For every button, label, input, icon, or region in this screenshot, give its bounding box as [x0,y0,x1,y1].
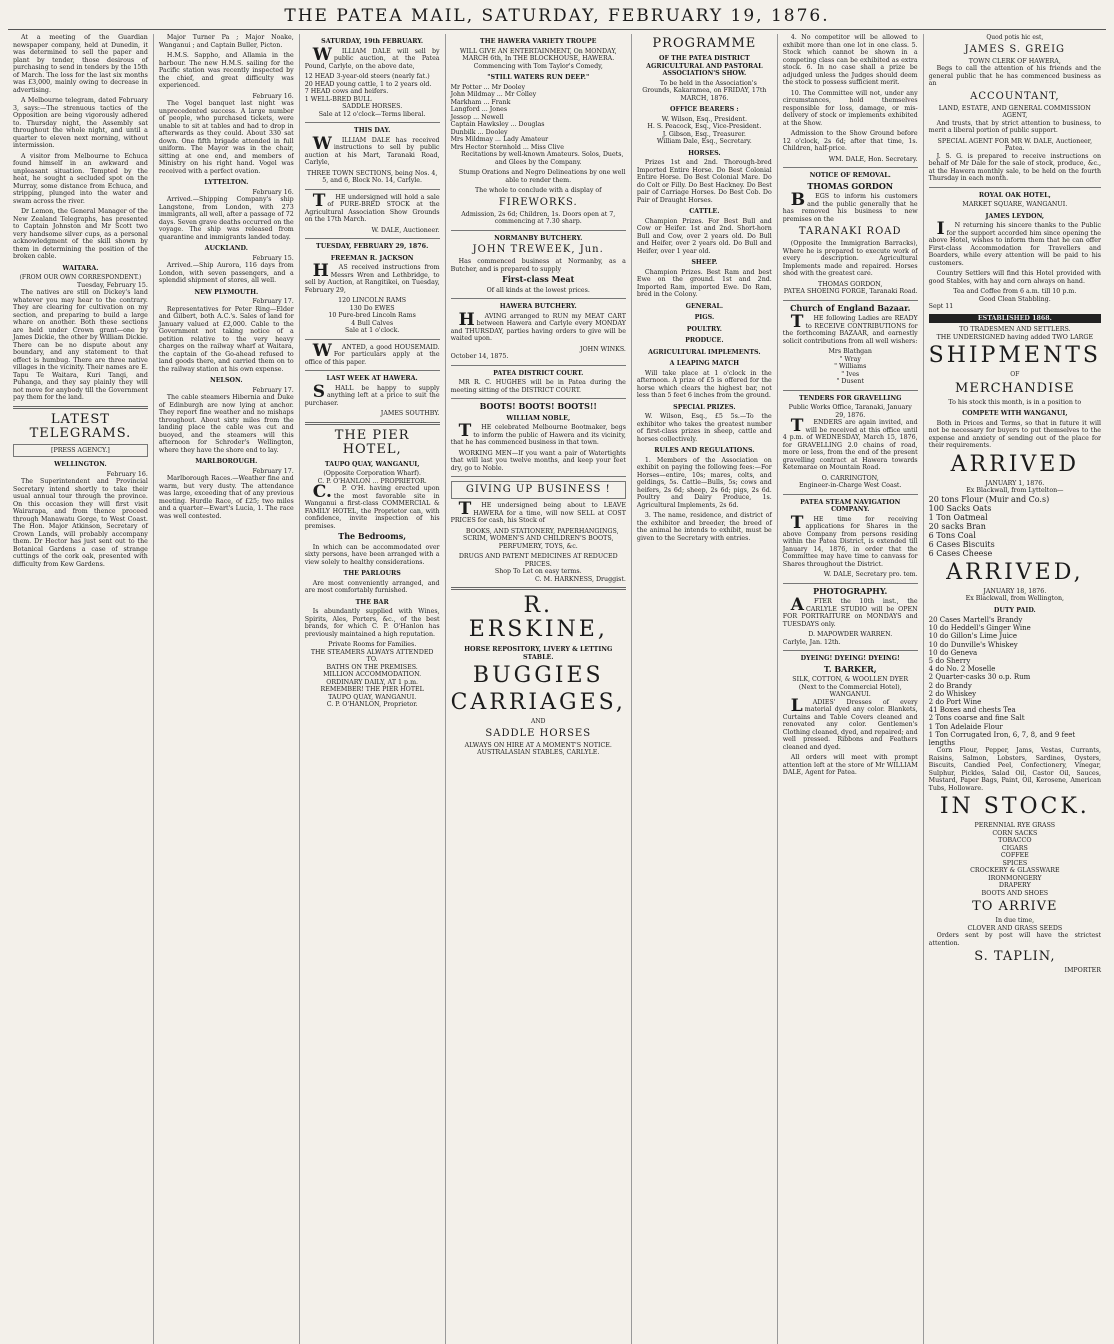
stock-list [929,822,1101,897]
ad-subtext: OF [1010,371,1020,378]
press-agency-label: [PRESS AGENCY.] [13,444,148,458]
ad-text: 10. The Committee will not, under any circumstances, hold themselves responsible for loss, damage, or mis-delivery of stock or implements exhibited at the Show. [782,89,918,127]
ad-subtext: SILK, COTTON, & WOOLLEN DYER (Next to the Commercial Hotel), WANGANUI. [792,676,909,698]
ad-text: WILLIAM DALE has received instructions to sell by public auction at his Mart, Taranaki Road, Carlyle, [304,133,440,166]
divider [305,189,440,190]
list-item: 20 HEAD young cattle, 1 to 2 years old. [304,80,432,88]
section-heading: SPECIAL PRIZES. [673,403,736,411]
column-4 [446,34,632,1344]
news-paragraph: Arrived.—Ship Aurora, 116 days from London, with seven passengers, and a splendid shipment of stores, all well. [158,262,294,284]
section-heading: LYTTELTON. [204,179,249,186]
ad-text: AUSTRALASIAN STABLES, CARLYLE. [477,749,600,756]
ad-signature: D. MAPOWDER WARREN. [808,631,893,638]
ad-subtext: In due time, [995,917,1035,925]
news-paragraph: At a meeting of the Guardian newspaper company, held at Dunedin, it was determined to sell the paper and plant by tender, those desirous of purchasing to send in tenders by the 15th of March. The loss for the last six months was £3,000, mainly owing to decrease in advertising. [13,34,148,94]
list-item: 120 LINCOLN RAMS [338,297,407,304]
section-heading: SHEEP. [691,259,718,266]
ad-text: THE time for receiving applications for Shares in the above Company from persons residing within the Patea District, is extended till January 14, 1876, in order that the Committee may have time to canvass for Shares throughout the District. [782,512,918,568]
ad-list [305,73,440,111]
list-item: Captain Hawksley ... Douglas [450,121,545,128]
ad-text: C.P. O'H. having erected upon the most favorable site in Wanganui a first-class COMMERCIAL & FAMILY HOTEL, the Proprietor can, with confidence, invite inspection of his premises. [304,482,440,530]
divider [305,238,440,239]
list-item: 2 do Whiskey [928,689,977,698]
section-heading: RULES AND REGULATIONS. [654,447,755,454]
ad-text: Prizes 1st and 2nd. Thorough-bred Imported Entire Horse. Do Best Colonial Entire Horse. Do Best Colonial Mare. Do do Colt or Filly. Do Best Hackney. Do Best pair of Carriage Horses. Do Best Cob. Do Pair of Draught Horses. [636,159,772,204]
divider [305,339,440,340]
ad-heading: DYEING! DYEING! DYEING! [800,655,900,662]
dateline: Tuesday, February 15. [76,281,148,289]
ad-heading: ARRIVED, [946,559,1084,585]
divider [451,398,626,399]
ad-text: WANTED, a good HOUSEMAID. For particulars apply at the office of this paper. [304,340,440,366]
ad-text: Begs to call the attention of his friends and the general public that he has commenced business as an [928,65,1101,87]
column-5 [632,34,778,1344]
news-paragraph: The natives are still on Dickey's land whatever you may hear to the contrary. They are clearing for cultivation on my section, and preparing to build a large whare on another. Both these sections are held under Crown grant—one by James Dickie, the other by William Dickie. There can be no dispute about any boundary, and any statement to that effect is humbug. There are three native villages in the vicinity. Their names are E. Tapu Te Waitara, Kuri Tangi, and Puhanga, and they say plainly they will not move for anybody till the Government pay them for the land. [13,289,148,401]
section-heading: HORSES. [688,149,721,157]
list-item: Mr Potter ... Mr Dooley [450,83,526,91]
play-title: "STILL WATERS RUN DEEP." [487,74,590,81]
ad-heading: SADDLE HORSES [485,727,592,739]
ad-date: JANUARY 1, 1876. [985,479,1045,487]
arrivals-list [929,495,1101,558]
ad-text: THE following Ladies are READY to RECEIVE CONTRIBUTIONS for the forthcoming BAZAAR, and earnestly solicit contributions from all well wishers: [782,312,918,345]
list-item: 20 sacks Bran [928,521,986,531]
ad-subtext: TO TRADESMEN AND SETTLERS. [959,326,1071,333]
list-item: CORN SACKS [992,829,1038,837]
ad-line: ORDINARY DAILY, AT 1 p.m. [326,678,419,686]
list-item: 20 Cases Martell's Brandy [928,616,1023,624]
section-heading: GENERAL. [685,302,724,310]
ad-heading: THE HAWERA VARIETY TROUPE [480,38,597,45]
ad-subtext: Commencing with Tom Taylor's Comedy, [473,62,603,70]
news-paragraph: Representatives for Peter Ring—Elder and Gilbert, both A.C.'s. Sales of land for January valued at £2,000. Cable to the Government not taking notice of a petition relative to the very heavy charges on the railway wharf at Waitara, the captain of the Go-ahead refused to land goods there, and carried them on to the railway station at his own expense. [158,305,294,373]
ad-text: THE celebrated Melbourne Bootmaker, begs to inform the public of Hawera and its vicinity, that he has commenced business in that town. [450,421,626,446]
list-item: 12 HEAD 3-year-old steers (nearly fat.) [304,73,430,80]
hotel-address: TAUPO QUAY, WANGANUI, [324,460,420,468]
ad-text: AFTER the 10th inst., the CARLYLE STUDIO will be OPEN FOR PORTRAITURE on MONDAYS and TUESDAYS only. [782,595,918,628]
dateline: February 16. [252,92,294,100]
ad-text: Orders sent by post will have the strictest attention. [928,932,1101,947]
list-item: Mrs Mildmay ... Lady Amateur [450,136,549,143]
list-item: 4 Bull Calves [351,319,394,327]
ad-footer: Sale at 12 o'clock—Terms liberal. [318,110,426,118]
ad-line: Private Rooms for Families. [328,641,417,648]
news-paragraph: Arrived.—Shipping Company's ship Langstone, from London, with 273 immigrants, all well, after a passage of 72 days. Seven grave deaths occurred on the voyage. The ship was released from quarantine and immigrants landed today. [158,196,294,241]
divider [929,187,1101,188]
ad-text: IN returning his sincere thanks to the Public for the support accorded him since opening the above Hotel, wishes to inform them that he can offer First-class Accommodation for Travellers and Boarders, while every attention will be paid to his customers. [928,219,1101,267]
news-paragraph: The Superintendent and Provincial Secretary intend shortly to take their usual annual tour through the province. On this occasion they will first visit Wairarapa, and from thence proceed through Manawatu Gorge, to West Coast. The Hon. Major Atkinson, Secretary of Crown Lands, will probably accompany them. Dr Hector has just sent out to the Botanical Gardens a case of strange cuttings of the cork oak, presented with difficulty from Kew Gardens. [13,478,148,568]
list-item: IRONMONGERY [988,874,1042,882]
list-item: SPICES [1002,859,1028,867]
list-item: 100 Sacks Oats [928,503,992,513]
list-item: 5 do Sherry [928,657,971,666]
dateline: February 15. [252,254,294,262]
divider [305,122,440,123]
ad-text: Will take place at 1 o'clock in the afternoon. A prize of £5 is offered for the horse which clears the highest bar, not less than 5 feet 6 inches from the ground. [636,369,772,399]
ad-text: CLOVER AND GRASS SEEDS [967,924,1063,932]
list-item: CIGARS [1001,844,1028,852]
hotel-address: MARKET SQUARE, WANGANUI. [962,201,1068,208]
news-paragraph: Major Turner Pa ; Major Noake, Wanganui ; and Captain Buller, Picton. [158,34,294,49]
divider [783,300,918,301]
section-heading: WELLINGTON. [54,461,107,468]
ad-name: R. ERSKINE, [468,593,608,642]
divider [305,370,440,371]
ad-text: SHALL be happy to supply anything left at a price to suit the purchaser. [304,381,440,407]
list-item: 41 Boxes and chests Tea [928,706,1016,715]
ad-heading: PROGRAMME [652,36,757,51]
list-item: 10 do Dunville's Whiskey [928,640,1018,649]
list-item: 20 tons Flour (Muir and Co.s) [928,494,1050,504]
list-item: Dunbilk ... Dooley [450,128,508,136]
list-item: Mrs Blathgan [828,348,872,355]
ad-subtext: OF THE PATEA DISTRICT AGRICULTURAL AND PASTORAL ASSOCIATION'S SHOW. [646,55,763,77]
news-paragraph: Dr Lemon, the General Manager of the New Zealand Telegraphs, has presented to Captain Johnston and Mr Scott two very handsome silver cups, as a personal acknowledgment of the skill shown by them in determining the position of the broken cable. [13,208,148,260]
ad-heading: MERCHANDISE [955,380,1075,396]
ad-signature: C. M. HARKNESS, Druggist. [535,575,626,583]
section-heading: LATEST TELEGRAMS. [29,411,132,441]
list-item: BOOTS AND SHOES [981,889,1049,897]
section-heading: PRODUCE. [685,337,724,344]
list-item: H. S. Peacock, Esq., Vice-President. [647,123,762,130]
section-heading: CATTLE. [689,208,720,215]
ad-text: To his stock this month, is in a position to [948,398,1082,406]
ad-text: Champion Prizes. Best Ram and best Ewe on the ground. 1st and 2nd. Imported Ram, imported Ewe. Do Ram, bred in the Colony. [636,268,772,298]
ad-text: In which can be accommodated over sixty persons, have been arranged with a view solely to healthy considerations. [304,543,440,566]
dateline: February 16. [252,188,294,196]
list-item: 1 Ton Adelaide Flour [928,722,1003,731]
divider [783,167,918,168]
ad-text: The whole to conclude with a display of [474,187,602,194]
ad-subtext: Ex Blackwall, from Lyttelton— [966,487,1064,494]
ad-heading: TENDERS FOR GRAVELLING [798,394,902,402]
ad-text: BOOKS, AND STATIONERY, PAPERHANGINGS, SCRIM, WOMEN'S AND CHILDREN'S BOOTS, PERFUMERY, TOYS, &c. [463,527,619,550]
ad-text: (Opposite the Immigration Barracks), Where he is prepared to execute work of every description. Agricultural Implements made and repaired. Horses shod with the greatest care. [782,240,918,277]
section-heading: PIGS. [694,314,715,321]
ad-line: MILLION ACCOMMODATION. [323,671,422,678]
ad-line: REMEMBER! THE PIER HOTEL [320,686,424,693]
news-paragraph: A Melbourne telegram, dated February 3, says:—The strenuous tactics of the Opposition are being vigorously adhered to. Thursday night, the Assembly sat throughout the whole night, and until a quarter to eleven next morning, without intermission. [13,97,148,149]
ad-text: Are most conveniently arranged, and are most comfortably furnished. [304,579,440,594]
ad-text: 3. The name, residence, and district of the exhibitor and breeder, the breed of the animal he intends to exhibit, must be given to the Secretary with entries. [636,512,772,542]
list-item: DRAPERY [998,882,1031,890]
ad-heading: PHOTOGRAPHY. [813,585,888,596]
news-paragraph: A visitor from Melbourne to Echuca found himself in an awkward and unpleasant situation. Tempted by the heat, he sought a secluded spot on the Murray, some distance from Echuca, and stripping, plunged into the water and swam across the river. [13,152,148,205]
ad-line: SPECIAL AGENT FOR MR W. DALE, Auctioneer, Patea. [937,137,1093,152]
divider [451,298,626,299]
list-item: Langford ... Jones [450,106,508,113]
ad-date: Carlyle, Jan. 12th. [782,638,841,646]
ad-heading: TO ARRIVE [972,899,1058,915]
list-item: " Wray [839,355,861,363]
ad-text: Corn Flour, Pepper, Jams, Vestas, Currants, Raisins, Salmon, Lobsters, Sardines, Oysters, Biscuits, Candied Peel, Confectionery, Vinegar, Sulphur, Pickles, Salad Oil, Castor Oil, Sauces, Mustard, Paper Bags, Paint, Oil, Kerosene, American Tubs, Holloware. [928,747,1101,792]
list-item: 10 do Gillon's Lime Juice [928,632,1017,641]
motto: Quod potis hic est, [986,34,1044,41]
hotel-proprietor: C. P. O'HANLON ... PROPRIETOR. [317,477,427,485]
list-item: W. Wilson, Esq., President. [661,115,747,123]
divider [783,390,918,391]
divider [451,230,626,231]
ad-signature: W. DALE, Secretary pro. tem. [823,571,918,578]
list-item: Jessop ... Newell [450,113,504,121]
ad-text: Country Settlers will find this Hotel provided with good Stables, with hay and corn always on hand. [928,270,1101,285]
ad-heading: FIREWORKS. [498,196,578,208]
ad-text: BEGS to inform his customers and the public generally that he has removed his business to new premises on the [782,190,918,223]
list-item: 7 HEAD cows and heifers. [304,88,389,95]
ad-heading: NORMANBY BUTCHERY. [494,234,583,242]
divider [451,476,626,477]
ad-signature: PATEA SHOEING FORGE, Taranaki Road. [783,288,918,295]
ad-name: T. BARKER, [823,663,877,674]
news-paragraph: Marlborough Races.—Weather fine and warm, but very dusty. The attendance was large, exceeding that of any previous meeting. Hurdle Race, of £25; two miles and a quarter—Ewart's Lucia, 1. The race was well contested. [158,475,294,520]
list-item: " Williams [834,363,867,370]
ad-text: Stump Orations and Negro Delineations by one well able to render them. [458,169,626,184]
divider [783,583,918,584]
column-2 [154,34,300,1344]
list-item: TOBACCO [998,837,1032,845]
ad-heading: First-class Meat [502,274,575,284]
hotel-title: ROYAL OAK HOTEL, [978,191,1051,199]
dateline: February 16. [106,470,148,478]
list-item: Mrs Hector Sternhold ... Miss Clive [450,143,564,151]
ad-heading: GIVING UP BUSINESS ! [451,481,626,499]
list-item: William Dale, Esq., Secretary. [656,138,752,145]
ad-heading: THE BAR [355,598,389,606]
list-item: Markham ... Frank [450,98,511,106]
officers-list [637,116,772,146]
sale-date: THIS DAY. [354,127,391,134]
ad-signature: O. CARRINGTON, [821,474,879,482]
ad-heading: THE PARLOURS [343,570,401,577]
ad-text: Is abundantly supplied with Wines, Spirits, Ales, Porters, &c., of the best brands, for which C. P. O'Hanlon has previously maintained a high reputation. [304,608,440,638]
ad-text: THE UNDERSIGNED having added TWO LARGE [936,333,1094,341]
ad-heading: The Bedrooms, [338,531,407,541]
dateline: February 17. [252,298,294,305]
ad-line: Good Clean Stabbling. [978,295,1051,303]
section-heading: NEW PLYMOUTH. [194,288,259,296]
ad-line: TAUPO QUAY, WANGANUI. [328,693,417,701]
section-heading: A LEAPING MATCH [669,360,740,367]
hotel-address-note: (Opposite Corporation Wharf). [323,470,421,477]
divider [305,422,440,425]
ad-text: DRUGS AND PATENT MEDICINES AT REDUCED PRICES. [458,553,618,568]
ad-text: Has commenced business at Normanby, as a Butcher, and is prepared to supply [450,258,626,273]
ad-signature: Engineer-in-Charge West Coast. [798,482,902,489]
ad-heading: TARANAKI ROAD [798,226,902,237]
ad-signature: JOHN WINKS. [579,345,626,353]
divider [451,587,626,590]
ad-heading: IN STOCK. [939,794,1090,820]
section-heading: WAITARA. [62,264,99,272]
ad-text: ALWAYS ON HIRE AT A MOMENT'S NOTICE. [464,741,612,749]
section-heading: AUCKLAND. [204,245,248,252]
arrivals-list [929,616,1101,747]
section-subheading: (FROM OUR OWN CORRESPONDENT.) [19,274,142,281]
divider [13,406,148,409]
dateline: February 17. [252,386,294,394]
ad-signature: C. P. O'HANLON, Proprietor. [326,701,418,708]
ad-name: JAMES LEYDON, [985,212,1045,220]
ad-line: Tea and Coffee from 6 a.m. till 10 p.m. [953,288,1077,295]
column-1 [8,34,154,1344]
ad-list [305,297,440,327]
ad-subtext: TOWN CLERK OF HAWERA, [968,57,1061,65]
ad-text: 4. No competitor will be allowed to exhibit more than one lot in one class. 5. Stock which cannot be shown in a competing class can be exhibited as extra stock. 6. In no case shall a prize be adjudged unless the Judges should deem the stock to possess sufficient merit. [782,34,918,86]
ad-name: S. TAPLIN, [974,949,1056,965]
section-heading: MARLBOROUGH. [195,458,258,465]
ladies-list [783,348,918,386]
ad-text: THE undersigned being about to LEAVE HAWERA for a time, will now SELL at COST PRICES for cash, his Stock of [450,499,626,524]
ad-subtext: THREE TOWN SECTIONS, being Nos. 4, 5, and 6, Block No. 14, Carlyle. [306,169,438,184]
list-item: 10 do Heddell's Ginger Wine [928,624,1031,633]
ad-text: Of all kinds at the lowest prices. [486,286,590,294]
masthead: THE PATEA MAIL, SATURDAY, FEBRUARY 19, 1876. [8,6,1106,30]
list-item: 6 Cases Biscuits [928,539,995,549]
auctioneer-name: FREEMAN R. JACKSON [330,254,414,262]
ad-text: To be held in the Association's Grounds, Kakaramea, on FRIDAY, 17th MARCH, 1876. [642,79,767,102]
ad-date: JANUARY 18, 1876. [983,587,1047,595]
ad-name: JAMES S. GREIG [964,43,1066,55]
ad-signature: WM. DALE, Hon. Secretary. [828,155,918,163]
ad-text: HAS received instructions from Messrs Wren and Lethbridge, to sell by Auction, at Rangitikei, on Tuesday, February 29, [304,261,440,294]
list-item: 10 do Geneva [928,648,978,657]
ad-date: Sept 11 [928,303,954,310]
ad-text: J. S. G. is prepared to receive instructions on behalf of Mr Dale for the sale of stock, produce, &c., at the Hawera monthly sale, to be held on the fourth Thursday in each month. [928,152,1101,182]
hotel-title: THE PIER HOTEL, [334,427,410,457]
ad-heading: BOOTS! BOOTS! BOOTS!! [479,401,597,411]
list-item: J. Gibson, Esq., Treasurer. [662,130,746,138]
list-item: 2 do Brandy [928,681,972,690]
divider [451,365,626,366]
list-item: CROCKERY & GLASSWARE [970,867,1060,875]
list-item: COFFEE [1000,852,1029,860]
ad-subtext: DUTY PAID. [993,606,1036,614]
ad-text: HAVING arranged to RUN my MEAT CART between Hawera and Carlyle every MONDAY and THURSDAY, parties having orders to give will be waited upon. [450,309,626,342]
divider [783,494,918,495]
section-heading: AGRICULTURAL IMPLEMENTS. [648,348,761,356]
list-item: 6 Tons Coal [928,530,976,540]
ad-text: And trusts, that by strict attention to business, to merit a liberal portion of public support. [928,119,1101,134]
ad-signature: JAMES SOUTHBY. [380,410,440,417]
list-item: SADDLE HORSES. [342,103,403,110]
columns [8,34,1106,1344]
ad-name: JOHN TREWEEK, Jun. [472,244,604,255]
column-3 [300,34,446,1344]
ad-footer: Sale at 1 o'clock. [344,327,400,334]
ad-heading: HAWERA BUTCHERY. [499,303,577,310]
ad-subtext: HORSE REPOSITORY, LIVERY & LETTING STABLE. [464,646,613,661]
ad-text: All orders will meet with prompt attention left at the store of Mr WILLIAM DALE, Agent for Patea. [782,754,918,776]
ad-subtext: LAND, ESTATE, AND GENERAL COMMISSION AGENT, [938,104,1091,119]
ad-heading: Church of England Bazaar. [790,302,911,313]
ad-text: Recitations by well-known Amateurs. Solos, Duets, and Glees by the Company. [461,151,624,166]
cast-list [451,84,626,152]
list-item: " Ives [841,370,860,378]
list-item: 2 Tons coarse and fine Salt [928,714,1025,723]
list-item: " Dusent [836,378,864,385]
list-item: 2 do Port Wine [928,698,982,707]
ad-text: MR R. C. HUGHES will be in Patea during the meeting sitting of the DISTRICT COURT. [450,379,626,394]
list-item: 6 Cases Cheese [928,548,993,558]
section-heading: POULTRY. [686,325,722,333]
ad-subtext: WILL GIVE AN ENTERTAINMENT, On MONDAY, MARCH 6th, In THE BLOCKHOUSE, HAWERA. [459,47,617,62]
ad-heading: NOTICE OF REMOVAL. [809,172,891,179]
ad-subtext: Ex Blackwall, from Wellington, [965,595,1064,602]
ad-heading: ARRIVED [950,451,1079,477]
list-item: 1 Ton Oatmeal [928,512,988,522]
list-item: 2 Quarter-casks 30 o.p. Rum [928,673,1031,682]
established-banner: ESTABLISHED 1868. [929,314,1101,324]
ad-text: 1. Members of the Association on exhibit on paying the following fees:—For Horses—entire, 10s; mares, colts, and geldings, 5s. Cattle—Bulls, 5s; cows and heifers, 2s 6d; sheep, 2s 6d; pigs, 2s 6d. Poultry and Dairy Produce, 1s. Agricultural Implements, 2s 6d. [636,456,772,509]
ad-heading: PATEA DISTRICT COURT. [493,369,584,377]
ad-text: W. Wilson, Esq., £5 5s.—To the exhibitor who takes the greatest number of first-class prizes in sheep, cattle and horses collectively. [636,413,772,443]
section-heading: NELSON. [210,377,243,384]
news-paragraph: The cable steamers Hibernia and Duke of Edinburgh are now lying at anchor. They report fine weather and no mishaps throughout. About sixty miles from the landing place the cable was cut and buoyed, and the steamers will this afternoon for Schroder's Wellington, where they have the shore end to lay. [158,394,294,454]
ad-heading: ACCOUNTANT, [970,90,1060,102]
ad-line: BATHS ON THE PREMISES. [326,663,418,671]
ad-heading: PATEA STEAM NAVIGATION COMPANY. [800,498,901,513]
news-paragraph: H.M.S. Sappho, and Allamia in the harbour. The new H.M.S. sailing for the Pacific station was recently inspected by the chief, and great difficulty was experienced. [158,52,294,89]
ad-text: LADIES' Dresses of every material dyed any color. Blankets, Curtains and Table Covers cleaned and renovated any color. Gentlemen's Clothing cleaned, dyed, and repaired; and well pressed. Ribbons and Feathers cleaned and dyed. [782,695,918,751]
ad-heading: COMPETE WITH WANGANUI, [962,410,1068,417]
sale-date: SATURDAY, 19th FEBRUARY. [321,38,424,45]
ad-date: October 14, 1875. [450,353,509,360]
ad-line: THE STEAMERS ALWAYS ATTENDED TO. [310,648,434,663]
ad-text: Shop To Let on easy terms. [494,568,582,575]
ad-name: THOMAS GORDON [807,180,894,191]
column-7 [924,34,1106,1344]
ad-signature: W. DALE, Auctioneer. [371,226,440,234]
ad-heading: CARRIAGES, [450,690,626,715]
list-item: 4 do No. 2 Moselle [928,665,996,674]
ad-text: Admission to the Show Ground before 12 o'clock, 2s 6d; after that time, 1s. Children, half-price. [782,130,918,152]
ad-subtext: AND [531,718,546,725]
ad-heading: BUGGIES [472,663,604,688]
divider [783,650,918,651]
ad-text: THE undersigned will hold a sale of PURE-BRED STOCK at the Agricultural Association Show Grounds on the 17th March. [304,190,440,223]
ad-heading: LAST WEEK AT HAWERA. [326,375,418,382]
list-item: John Mildmay ... Mr Colley [450,91,537,98]
news-paragraph: The Vogel banquet last night was unprecedented success. A large number of people, who purchased tickets, were unable to sit at tables and had to drop in afterwards as they could. About 330 sat down. One fifth brigade attended in full uniform. The Mayor was in the chair, sitting at one end, and members of Ministry on his right hand. Vogel was received with a perfect ovation. [158,100,294,175]
list-item: 10 Pure-bred Lincoln Rams [328,312,416,319]
ad-text: TENDERS are again invited, and will be received at this office until 4 p.m. of WEDNESDAY, March 15, 1876, for GRAVELLING 2.0 chains of road, more or less, from the end of the present gravelling contract at Hawera towards Ketemarae on Mountain Road. [782,416,918,471]
list-item: PERENNIAL RYE GRASS [974,822,1056,830]
ad-heading: SHIPMENTS [928,343,1101,368]
list-item: 130 Do EWES [349,304,395,312]
list-item: 1 Ton Corrugated Iron, 6, 7, 8, and 9 feet lengths [928,730,1076,748]
ad-text: WORKING MEN—If you want a pair of Watertights that will last you twelve months, and keep your feet dry, go to Noble. [450,449,626,472]
ad-text: Admission, 2s 6d; Children, 1s. Doors open at 7, commencing at 7.30 sharp. [461,210,616,225]
ad-text: Champion Prizes. For Best Bull and Cow or Heifer. 1st and 2nd. Short-horn Bull and Cow, over 2 years old. Do Bull and Heifer, over 2 years old. Do Bull and Heifer, over 1 year old. [636,217,772,255]
ad-signature: THOMAS GORDON, [818,280,883,288]
dateline: February 17. [252,467,294,475]
section-heading: OFFICE BEARERS : [669,106,739,113]
ad-text: Both in Prices and Terms, so that in future it will not be necessary for buyers to put themselves to the expense and anxiety of sending out of the place for their requirements. [928,419,1101,449]
ad-subtext: Public Works Office, Taranaki, January 29, 1876. [788,404,912,419]
list-item: 1 WELL-BRED BULL [304,95,372,103]
column-6 [778,34,924,1344]
ad-text: WILLIAM DALE will sell by public auction, at the Patea Pound, Carlyle, on the above date, [304,44,440,70]
sale-date: TUESDAY, FEBRUARY 29, 1876. [316,243,429,250]
ad-signature: IMPORTER [1064,967,1101,975]
ad-name: WILLIAM NOBLE, [506,414,571,422]
